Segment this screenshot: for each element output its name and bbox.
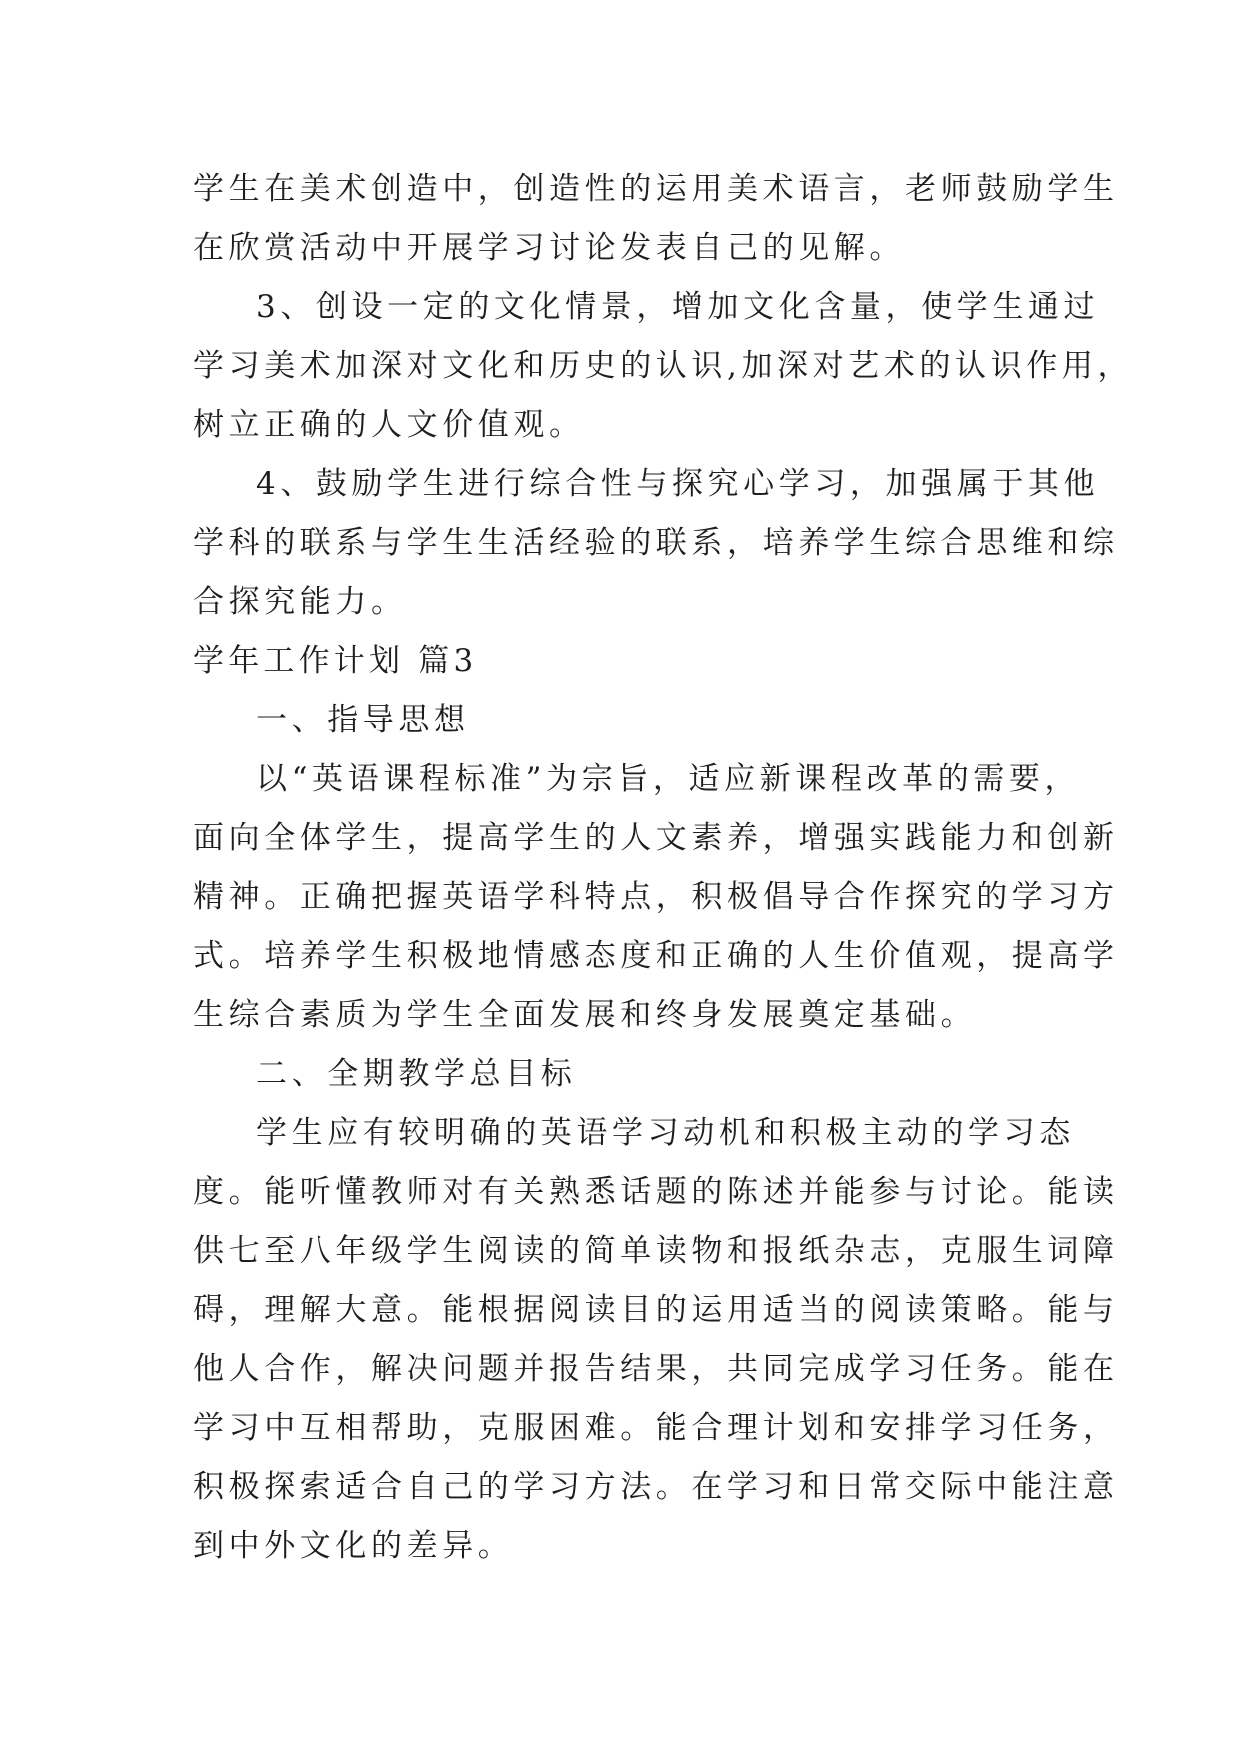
paragraph-line: 4、鼓励学生进行综合性与探究心学习，加强属于其他 xyxy=(256,466,1100,502)
paragraph-line: 合探究能力。 xyxy=(193,584,407,620)
document-page xyxy=(193,160,1134,1576)
paragraph-line: 度。能听懂教师对有关熟悉话题的陈述并能参与讨论。能读 xyxy=(193,1174,1119,1210)
paragraph-line: 以“英语课程标准”为宗旨，适应新课程改革的需要， xyxy=(256,761,1081,797)
section-title: 学年工作计划 篇3 xyxy=(193,643,478,679)
paragraph-line: 精神。正确把握英语学科特点，积极倡导合作探究的学习方 xyxy=(193,879,1119,915)
paragraph-line: 学生在美术创造中，创造性的运用美术语言，老师鼓励学生 xyxy=(193,171,1119,207)
paragraph-line: 树立正确的人文价值观。 xyxy=(193,407,585,443)
paragraph-line: 学生应有较明确的英语学习动机和积极主动的学习态 xyxy=(256,1115,1075,1151)
paragraph-line: 在欣赏活动中开展学习讨论发表自己的见解。 xyxy=(193,230,905,266)
paragraph-line: 碍，理解大意。能根据阅读目的运用适当的阅读策略。能与 xyxy=(193,1292,1119,1328)
paragraph-line: 3、创设一定的文化情景，增加文化含量，使学生通过 xyxy=(256,289,1100,325)
paragraph-line: 他人合作，解决问题并报告结果，共同完成学习任务。能在 xyxy=(193,1351,1119,1387)
paragraph-line: 学习中互相帮助，克服困难。能合理计划和安排学习任务， xyxy=(193,1410,1119,1446)
paragraph-line: 面向全体学生，提高学生的人文素养，增强实践能力和创新 xyxy=(193,820,1119,856)
paragraph-line: 式。培养学生积极地情感态度和正确的人生价值观，提高学 xyxy=(193,938,1119,974)
heading-line: 一、指导思想 xyxy=(256,702,470,738)
heading-line: 二、全期教学总目标 xyxy=(256,1056,577,1092)
paragraph-line: 学习美术加深对文化和历史的认识,加深对艺术的认识作用， xyxy=(193,348,1134,384)
paragraph-line: 生综合素质为学生全面发展和终身发展奠定基础。 xyxy=(193,997,977,1033)
paragraph-line: 积极探索适合自己的学习方法。在学习和日常交际中能注意 xyxy=(193,1469,1119,1505)
paragraph-line: 学科的联系与学生生活经验的联系，培养学生综合思维和综 xyxy=(193,525,1119,561)
paragraph-line: 到中外文化的差异。 xyxy=(193,1528,514,1564)
paragraph-line: 供七至八年级学生阅读的简单读物和报纸杂志，克服生词障 xyxy=(193,1233,1119,1269)
